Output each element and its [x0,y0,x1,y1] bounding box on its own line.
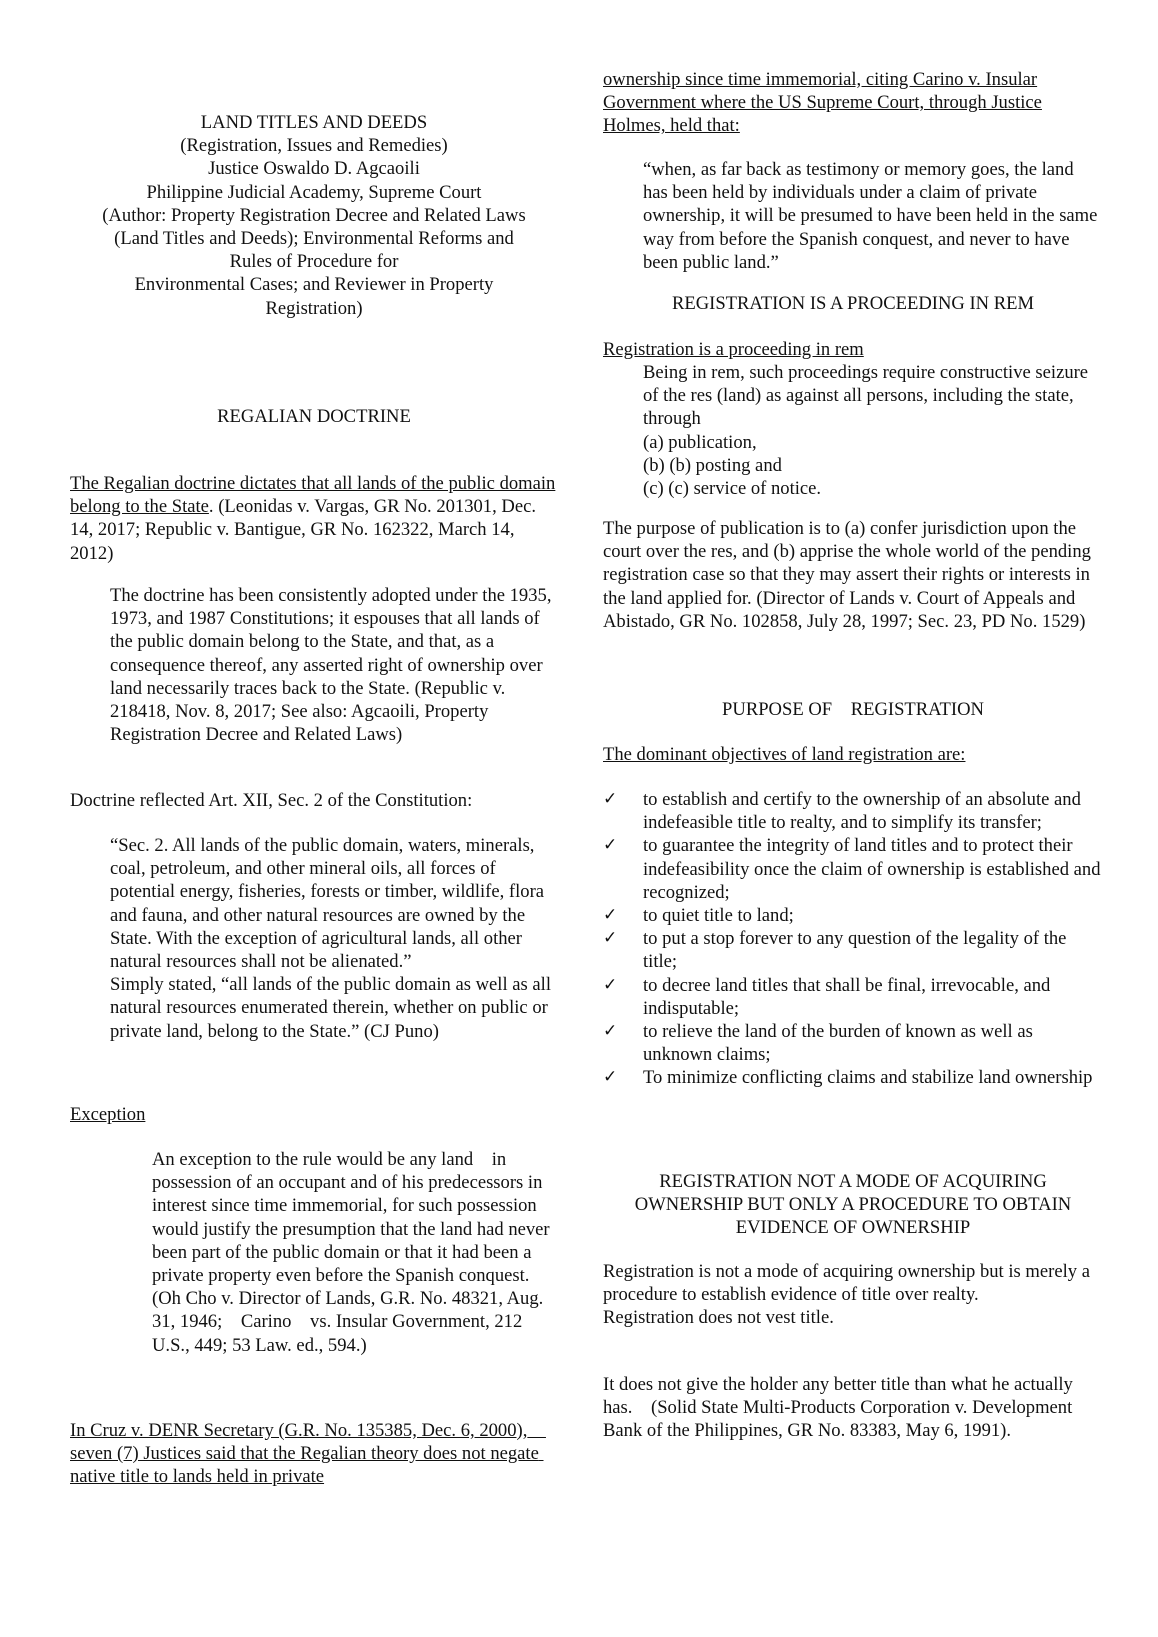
header-line: Philippine Judicial Academy, Supreme Court [146,181,482,203]
list-item [603,927,1103,973]
sec2-block [70,834,558,1043]
header-line: Justice Oswaldo D. Agcaoili [208,158,420,180]
regalian-heading: REGALIAN DOCTRINE [217,406,411,427]
rem-item: (b) (b) posting and [643,454,782,476]
holmes-quote: “when, as far back as testimony or memory goes, the land has been held by individuals under a claim of private ownership, it will be presumed to have been held in the same way from before the Spanish conquest, and never to have been public land.” [643,159,1098,273]
notmode-heading-line: EVIDENCE OF OWNERSHIP [735,1217,971,1239]
header-line: (Land Titles and Deeds); Environmental Reforms and [114,228,514,250]
objective-text: to decree land titles that shall be final, irrevocable, and indisputable; [643,974,1051,1019]
rem-block [603,361,1103,500]
checkmark-icon: ✓ [603,1067,618,1088]
objectives-list [603,788,1103,1090]
notmode-heading [603,1170,1103,1240]
header-line: Rules of Procedure for [229,251,399,273]
objective-text: to put a stop forever to any question of the legality of the title; [643,928,1067,973]
rem-heading: REGISTRATION IS A PROCEEDING IN REM [671,293,1035,314]
objectives-lead: The dominant objectives of land registration are: [603,744,966,765]
checkmark-icon: ✓ [603,974,618,995]
header-line: (Author: Property Registration Decree and Related Laws [102,204,526,226]
regalian-lead-citation: . (Leonidas v. Vargas, GR No. 201301, Dec. 14, 2017; Republic v. Bantigue, GR No. 162322, March 14, 2012) [70,496,536,564]
list-item [603,788,1103,834]
carino-continuation: ownership since time immemorial, citing Carino v. Insular Government where the US Supreme Court, through Justice Holmes, held that: [603,69,1042,137]
rem-subheading: Registration is a proceeding in rem [603,339,864,360]
header-line: Environmental Cases; and Reviewer in Property [134,274,494,296]
checkmark-icon: ✓ [603,789,618,809]
list-item [603,1066,1103,1089]
document-header [70,111,558,320]
objective-text: To minimize conflicting claims and stabilize land ownership [643,1067,1093,1089]
notmode-heading-line: REGISTRATION NOT A MODE OF ACQUIRING [659,1171,1047,1192]
checkmark-icon: ✓ [603,1021,618,1042]
checkmark-icon: ✓ [603,905,618,926]
regalian-lead-underlined: The Regalian doctrine dictates that all lands of the public domain belong to the State [70,473,556,518]
objective-text: to establish and certify to the ownership of an absolute and indefeasible title to realty, and to simplify its transfer; [643,789,1081,834]
list-item [603,974,1103,1020]
rem-item: (a) publication, [643,431,757,453]
notmode-heading-line: OWNERSHIP BUT ONLY A PROCEDURE TO OBTAIN [634,1194,1072,1216]
rem-paragraph: Being in rem, such proceedings require constructive seizure of the res (land) as against all persons, including the state, through [643,362,1089,430]
list-item [603,834,1103,904]
header-line: Registration) [265,297,363,319]
notmode-paragraph: Registration is not a mode of acquiring ownership but is merely a procedure to establish evidence of title over realty. [603,1261,1090,1306]
purpose-heading: PURPOSE OF REGISTRATION [722,699,984,720]
header-line: (Registration, Issues and Remedies) [180,135,448,157]
exception-paragraph: An exception to the rule would be any land in possession of an occupant and of his predecessors in interest since time immemorial, for such possession would justify the presumption that the land had never been part of the public domain or that it had been a private property even before the Spanish conquest. (Oh Cho v. Director of Lands, G.R. No. 48321, Aug. 31, 1946; Carino vs. Insular Government, 212 U.S., 449; 53 Law. ed., 594.) [152,1149,555,1356]
objective-text: to relieve the land of the burden of known as well as unknown claims; [643,1021,1033,1066]
cruz-paragraph: In Cruz v. DENR Secretary (G.R. No. 135385, Dec. 6, 2000), seven (7) Justices said that the Regalian theory does not negate native title to lands held in private [70,1420,546,1488]
simply-stated: Simply stated, “all lands of the public domain as well as all natural resources enumerated therein, whether on public or private land, belong to the State.” (CJ Puno) [110,974,551,1042]
regalian-lead [70,472,558,565]
rem-item: (c) (c) service of notice. [643,478,822,500]
not-vest-line: Registration does not vest title. [603,1307,834,1329]
checkmark-icon: ✓ [603,928,618,949]
publication-paragraph: The purpose of publication is to (a) confer jurisdiction upon the court over the res, and (b) apprise the whole world of the pending registration case so that they may assert their rights or interests in the land applied for. (Director of Lands v. Court of Appeals and Abistado, GR No. 102858, July 28, 1997; Sec. 23, PD No. 1529) [603,518,1091,632]
sec2-quote: “Sec. 2. All lands of the public domain, waters, minerals, coal, petroleum, and other mineral oils, all forces of potential energy, fisheries, forests or timber, wildlife, flora and fauna, and other natural resources are owned by the State. With the exception of agricultural lands, all other natural resources shall not be alienated.” [110,835,545,973]
notmode-block [603,1260,1103,1330]
exception-heading: Exception [70,1104,146,1125]
list-item [603,904,1103,927]
objective-text: to guarantee the integrity of land titles and to protect their indefeasibility once the claim of ownership is established and recognized; [643,835,1101,903]
list-item [603,1020,1103,1066]
better-title-paragraph: It does not give the holder any better title than what he actually has. (Solid State Multi-Products Corporation v. Development Bank of the Philippines, GR No. 83383, May 6, 1991). [603,1374,1078,1442]
checkmark-icon: ✓ [603,835,618,856]
objective-text: to quiet title to land; [643,905,794,927]
reflected-line: Doctrine reflected Art. XII, Sec. 2 of the Constitution: [70,790,473,811]
doctrine-paragraph: The doctrine has been consistently adopted under the 1935, 1973, and 1987 Constitutions; it espouses that all lands of the public domain belong to the State, and that, as a consequence thereof, any asserted right of ownership over land necessarily traces back to the State. (Republic v. 218418, Nov. 8, 2017; See also: Agcaoili, Property Registration Decree and Related Laws) [110,585,552,746]
header-line: LAND TITLES AND DEEDS [200,112,428,133]
